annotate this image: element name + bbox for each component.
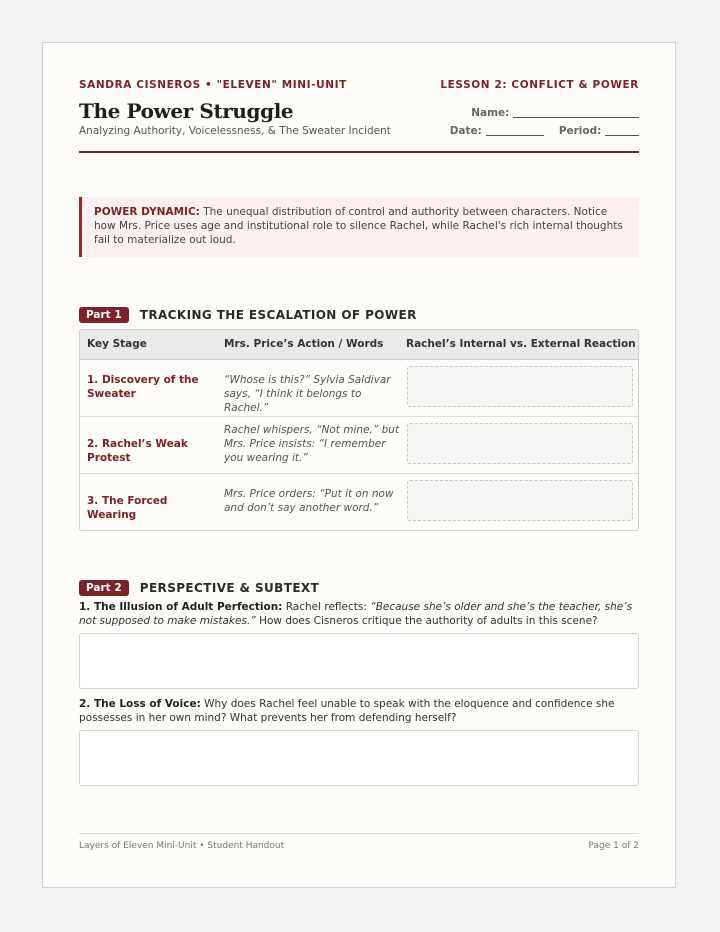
- name-field[interactable]: [471, 107, 639, 119]
- q1-quote: “Because she’s older and she’s the teacher, she’s not supposed to make mistakes.”: [79, 601, 633, 627]
- col-header-rachel: Rachel’s Internal vs. External Reaction: [406, 338, 636, 350]
- stage-cell: 1. Discovery of the Sweater: [87, 374, 199, 400]
- page-number: Page 1 of 2: [588, 841, 639, 851]
- action-cell: Rachel whispers, “Not mine,” but Mrs. Price insists: “I remember you wearing it.”: [224, 424, 400, 464]
- date-blank[interactable]: [486, 135, 544, 136]
- footer-divider: [79, 833, 639, 834]
- page-subtitle: Analyzing Authority, Voicelessness, & The Sweater Incident: [79, 125, 391, 137]
- table-row: [80, 416, 638, 474]
- q1-lead: Rachel reflects:: [285, 601, 367, 613]
- action-cell: Mrs. Price orders: “Put it on now and don’t say another word.”: [224, 488, 394, 514]
- part2-title: PERSPECTIVE & SUBTEXT: [139, 580, 320, 595]
- lesson-label: LESSON 2: CONFLICT & POWER: [440, 79, 639, 91]
- date-period-field: [450, 125, 639, 137]
- escalation-table: [79, 329, 639, 531]
- col-header-key-stage: Key Stage: [87, 338, 147, 350]
- reaction-input[interactable]: [407, 366, 633, 407]
- unit-label: SANDRA CISNEROS • "ELEVEN" MINI-UNIT: [79, 79, 347, 91]
- name-label: Name:: [471, 107, 510, 119]
- col-header-mrs-price: Mrs. Price’s Action / Words: [224, 338, 384, 350]
- handout-header: [79, 79, 639, 153]
- part1-title: TRACKING THE ESCALATION OF POWER: [139, 307, 417, 322]
- action-cell: “Whose is this?” Sylvia Saldivar says, “I think it belongs to Rachel.”: [224, 374, 391, 414]
- name-blank[interactable]: [513, 117, 639, 118]
- q2-text: Why does Rachel feel unable to speak with the eloquence and confidence she possesses in her own mind? What prevents her from defending herself?: [79, 698, 615, 724]
- callout-label: POWER DYNAMIC:: [94, 206, 200, 218]
- callout-text: The unequal distribution of control and authority between characters. Notice how Mrs. Price uses age and institutional role to silence Rachel, while Rachel's rich internal thoughts fail to materialize out loud.: [94, 206, 623, 246]
- q1-tail: How does Cisneros critique the authority of adults in this scene?: [259, 615, 598, 627]
- period-label: Period:: [558, 125, 602, 137]
- reaction-input[interactable]: [407, 480, 633, 521]
- part2-heading: [79, 577, 319, 595]
- question-1: [79, 600, 639, 628]
- footer-left: Layers of Eleven Mini-Unit • Student Handout: [79, 841, 285, 851]
- reaction-input[interactable]: [407, 423, 633, 464]
- q2-answer-box[interactable]: [79, 730, 639, 786]
- page-title: The Power Struggle: [79, 99, 294, 123]
- table-row: [80, 359, 638, 417]
- part1-heading: [79, 304, 417, 322]
- table-row: [80, 473, 638, 530]
- period-blank[interactable]: [605, 135, 639, 136]
- question-2: [79, 697, 639, 725]
- part1-badge: Part 1: [79, 307, 129, 323]
- handout-page: [42, 42, 676, 888]
- stage-cell: 3. The Forced Wearing: [87, 495, 168, 521]
- stage-cell: 2. Rachel’s Weak Protest: [87, 438, 188, 464]
- q1-answer-box[interactable]: [79, 633, 639, 689]
- power-dynamic-callout: [79, 197, 639, 257]
- date-label: Date:: [449, 125, 482, 137]
- part2-badge: Part 2: [79, 580, 129, 596]
- q1-label: 1. The Illusion of Adult Perfection:: [79, 601, 283, 613]
- q2-label: 2. The Loss of Voice:: [79, 698, 201, 710]
- table-header: [80, 330, 638, 360]
